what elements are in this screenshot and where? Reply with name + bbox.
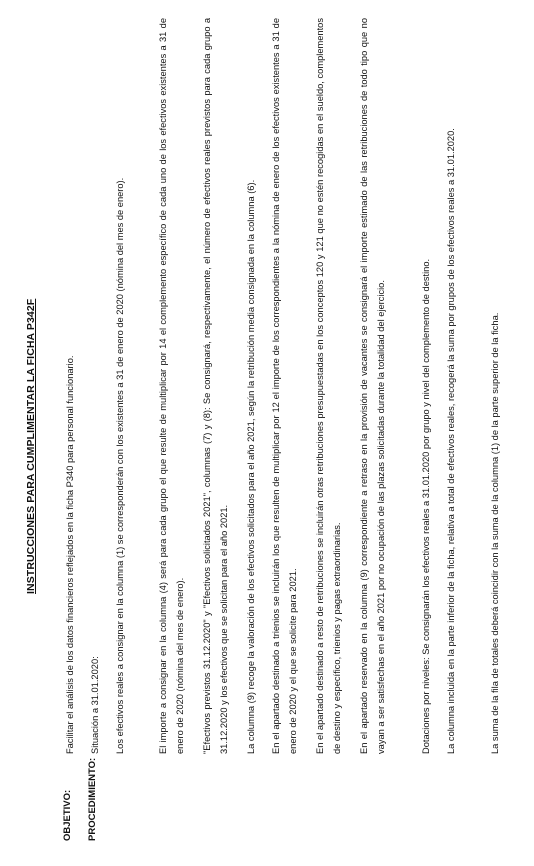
objetivo-label: OBJETIVO: bbox=[62, 789, 73, 841]
paragraph-resto-retribuciones: En el apartado destinado a resto de retribuciones se incluirán otras retribuciones presupuestadas en los conceptos 120 y 121 que no estén recogidas en el sueldo, complementos de destino y específico, trienios y pagas extraordinarias. bbox=[315, 18, 342, 754]
objetivo-text: Facilitar el análisis de los datos financieros reflejados en la ficha P340 para personal funcionario. bbox=[65, 355, 75, 754]
paragraph-efectivos-previstos: "Efectivos previstos 31.12.2020" y "Efectivos solicitados 2021", columnas (7) y (8): Se consignará, respectivamente, el número de efectivos reales previstos para cada grupo a 31.12.2020 y los efectivos que se solicitan para el año 2021. bbox=[202, 18, 229, 754]
paragraph-suma-totales: La suma de la fila de totales deberá coincidir con la suma de la columna (1) de la parte superior de la ficha. bbox=[490, 312, 500, 754]
paragraph-trienios: En el apartado destinado a trienios se incluirán los que resulten de multiplicar por 12 el importe de los correspondientes a la nómina de enero de los efectivos existentes a 31 de enero de 2020 y el que se solicite para 2021. bbox=[271, 18, 298, 754]
procedimiento-label: PROCEDIMIENTO: bbox=[87, 757, 98, 841]
paragraph-total-efectivos: La columna incluida en la parte inferior de la ficha, relativa a total de efectivos reales, recogerá la suma por grupos de los efectivos reales a 31.01.2020. bbox=[446, 128, 456, 754]
paragraph-efectivos-reales: Los efectivos reales a consignar en la columna (1) se corresponderán con los existentes a 31 de enero de 2020 (nómina del mes de enero). bbox=[115, 177, 125, 754]
paragraph-retraso-vacantes: En el apartado reservado en la columna (9) correspondiente a retraso en la provisión de vacantes se consignará el importe estimado de las retribuciones de todo tipo que no vayan a ser satisfechas en el año 2021 por no ocupación de las plazas solicitadas durante la totalidad del ejercicio. bbox=[359, 18, 386, 754]
document-title: INSTRUCCIONES PARA CUMPLIMENTAR LA FICHA P342F bbox=[25, 298, 37, 594]
situacion-heading: Situación a 31.01.2020: bbox=[90, 656, 100, 754]
paragraph-columna-9: La columna (9) recoge la valoración de los efectivos solicitados para el año 2021, según la retribución media consignada en la columna (6). bbox=[246, 179, 256, 754]
paragraph-importe-columna-4: El importe a consignar en la columna (4) será para cada grupo el que resulte de multiplicar por 14 el complemento específico de cada uno de los efectivos existentes a 31 de enero de 2020 (nómina del mes de enero). bbox=[158, 18, 185, 754]
paragraph-dotaciones-niveles: Dotaciones por niveles: Se consignarán los efectivos reales a 31.01.2020 por grupo y nivel del complemento de destino. bbox=[421, 258, 431, 754]
